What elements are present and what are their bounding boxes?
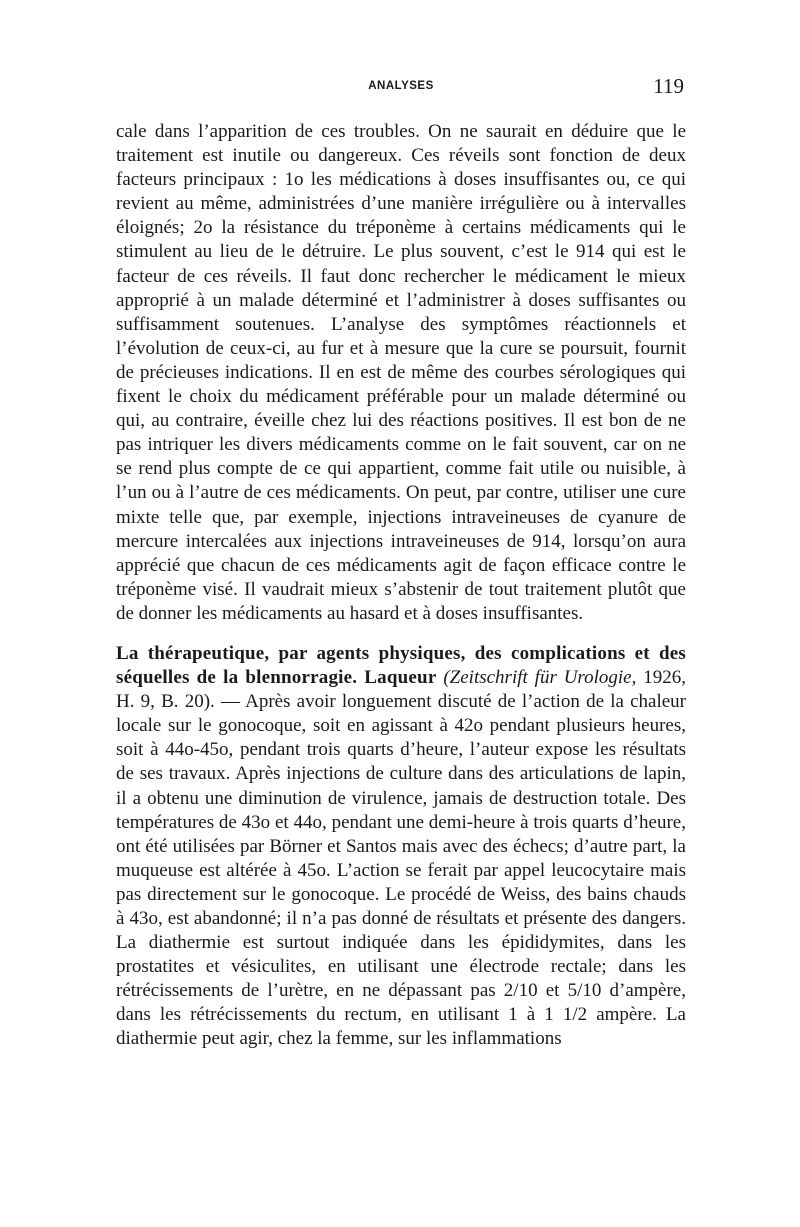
citation-details: 1926, H. 9, B. 20). — — [116, 667, 687, 713]
page — [116, 72, 686, 1052]
page-number: 119 — [653, 74, 684, 98]
body-text — [116, 120, 686, 1052]
journal-name: (Zeitschrift für Urologie, — [443, 667, 637, 689]
paragraph-text: cale dans l’apparition de ces troubles. On ne saurait en déduire que le traitement est inutile ou dangereux. Ces réveils sont fonction de deux facteurs principaux : 1o les médications à doses insuffisantes ou, ce qui revient au même, administrées d’une manière irrégulière ou à intervalles éloignés; 2o la résistance du tréponème à certains médicaments qui le stimulent au lieu de le détruire. Le plus souvent, c’est le 914 qui est le facteur de ces réveils. Il faut donc rechercher le médicament le mieux approprié à un malade déterminé et l’administrer à doses suffisantes ou suffisamment soutenues. L’analyse des symptômes réactionnels et l’évolution de ceux-ci, au fur et à mesure que la cure se poursuit, fournit de précieuses indications. Il en est de même des courbes sérologiques qui fixent le choix du médicament préférable pour un malade déterminé ou qui, au contraire, éveille chez lui des réactions positives. Il est bon de ne pas intriquer les divers médicaments comme on le fait souvent, car on ne se rend plus compte de ce qui appartient, comme fait utile ou nuisible, à l’un ou à l’autre de ces médicaments. On peut, par contre, utiliser une cure mixte telle que, par exemple, injections intraveineuses de cyanure de mercure intercalées aux injections intraveineuses de 914, lorsqu’on aura apprécié que chacun de ces médicaments agit de façon efficace contre le tréponème visé. Il vaudrait mieux s’abstenir de tout traitement plutôt que de donner les médicaments au hasard et à doses insuffisantes. — [116, 121, 686, 624]
running-head — [116, 72, 686, 102]
paragraph-abstract-laqueur — [116, 642, 686, 1052]
abstract-title: La thérapeutique, par agents physiques, des complications et des séquelles de la blennorragie. Laqueur — [116, 642, 686, 689]
paragraph-continuation — [116, 120, 686, 626]
running-title: ANALYSES — [368, 80, 434, 92]
paragraph-text: Après avoir longuement discuté de l’action de la chaleur locale sur le gonocoque, soit en agissant à 42o pendant plusieurs heures, soit à 44o-45o, pendant trois quarts d’heure, l’auteur expose les résultats de ses travaux. Après injections de culture dans des articulations de lapin, il a obtenu une diminution de virulence, jamais de destruction totale. Des températures de 43o et 44o, pendant une demi-heure à trois quarts d’heure, ont été utilisées par Börner et Santos mais avec des échecs; d’autre part, la muqueuse est altérée à 45o. L’action se ferait par appel leucocytaire mais pas directement sur le gonocoque. Le procédé de Weiss, des bains chauds à 43o, est abandonné; il n’a pas donné de résultats et présente des dangers. La diathermie est surtout indiquée dans les épididymites, dans les prostatites et vésiculites, en utilisant une électrode rectale; dans les rétrécissements de l’urètre, en ne dépassant pas 2/10 et 5/10 d’ampère, dans les rétrécissements du rectum, en utilisant 1 à 1 1/2 ampère. La diathermie peut agir, chez la femme, sur les inflammations — [116, 691, 686, 1050]
